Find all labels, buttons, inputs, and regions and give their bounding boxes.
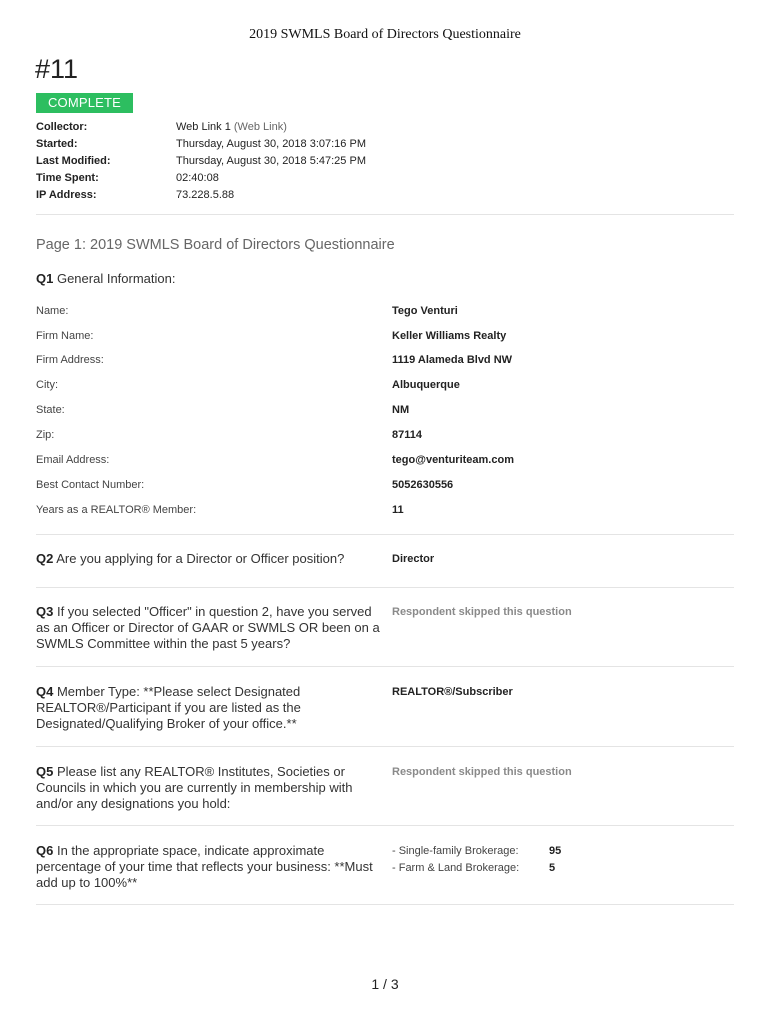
field-value-email: tego@venturiteam.com (392, 454, 514, 466)
meta-label: Started: (36, 138, 78, 150)
field-value-contact-number: 5052630556 (392, 479, 454, 491)
page-title: Page 1: 2019 SWMLS Board of Directors Questionnaire (36, 237, 395, 253)
answer-q6-value-single-family: 95 (549, 845, 562, 857)
question-q1 (36, 271, 381, 287)
divider (36, 746, 734, 747)
field-label-city: City: (36, 379, 58, 391)
collector-value: Web Link 1 (176, 121, 231, 133)
divider (36, 904, 734, 905)
field-label-zip: Zip: (36, 429, 55, 441)
status-badge: COMPLETE (36, 93, 133, 113)
field-label-contact-number: Best Contact Number: (36, 479, 145, 491)
question-number: Q2 (36, 551, 54, 566)
field-value-firm-address: 1119 Alameda Blvd NW (392, 354, 513, 366)
field-label-name: Name: (36, 305, 69, 317)
field-label-email: Email Address: (36, 454, 110, 466)
field-label-firm-address: Firm Address: (36, 354, 104, 366)
question-q2 (36, 551, 381, 567)
field-value-city: Albuquerque (392, 379, 460, 391)
field-value-zip: 87114 (392, 429, 422, 441)
question-number: Q1 (36, 271, 54, 286)
divider (36, 534, 734, 535)
field-label-firm-name: Firm Name: (36, 330, 94, 342)
answer-q3-skipped: Respondent skipped this question (392, 606, 572, 618)
question-number: Q5 (36, 764, 54, 779)
meta-label: Collector: (36, 121, 88, 133)
question-q4 (36, 684, 381, 732)
answer-q6-label-farm-land: - Farm & Land Brokerage: (392, 862, 520, 874)
question-text: If you selected "Officer" in question 2, have you served as an Officer or Director of GAAR or SWMLS OR been on a SWMLS Committee within the past 5 years? (36, 604, 380, 651)
field-value-firm-name: Keller Williams Realty (392, 330, 507, 342)
answer-q6-value-farm-land: 5 (549, 862, 556, 874)
question-text: Are you applying for a Director or Officer position? (56, 551, 345, 566)
question-text: In the appropriate space, indicate approximate percentage of your time that reflects your business: **Must add up to 100%** (36, 843, 373, 890)
meta-label: Time Spent: (36, 172, 99, 184)
response-number: #11 (35, 54, 79, 84)
field-value-state: NM (392, 404, 410, 416)
question-text: Please list any REALTOR® Institutes, Societies or Councils in which you are currently in membership with and/or any designations you hold: (36, 764, 353, 811)
answer-q4: REALTOR®/Subscriber (392, 686, 513, 698)
question-q3 (36, 604, 381, 652)
meta-value: Thursday, August 30, 2018 3:07:16 PM (176, 138, 366, 150)
field-label-years-member: Years as a REALTOR® Member: (36, 504, 197, 516)
answer-q5-skipped: Respondent skipped this question (392, 766, 572, 778)
question-number: Q3 (36, 604, 54, 619)
question-q6 (36, 843, 381, 891)
question-number: Q4 (36, 684, 54, 699)
divider (36, 214, 734, 215)
question-number: Q6 (36, 843, 54, 858)
meta-label: IP Address: (36, 189, 97, 201)
meta-value (176, 121, 287, 133)
collector-type: (Web Link) (233, 121, 287, 133)
divider (36, 825, 734, 826)
field-value-name: Tego Venturi (392, 305, 458, 317)
meta-value: 73.228.5.88 (176, 189, 235, 201)
answer-q6-label-single-family: - Single-family Brokerage: (392, 845, 519, 857)
page-number: 1 / 3 (371, 976, 399, 992)
meta-value: 02:40:08 (176, 172, 219, 184)
divider (36, 666, 734, 667)
divider (36, 587, 734, 588)
meta-label: Last Modified: (36, 155, 111, 167)
question-text: Member Type: **Please select Designated REALTOR®/Participant if you are listed as the Designated/Qualifying Broker of your office.** (36, 684, 301, 731)
field-label-state: State: (36, 404, 65, 416)
question-q5 (36, 764, 381, 812)
answer-q2: Director (392, 553, 435, 565)
field-value-years-member: 11 (392, 504, 404, 516)
question-text: General Information: (56, 271, 176, 286)
meta-value: Thursday, August 30, 2018 5:47:25 PM (176, 155, 366, 167)
document-header: 2019 SWMLS Board of Directors Questionnaire (249, 27, 521, 42)
